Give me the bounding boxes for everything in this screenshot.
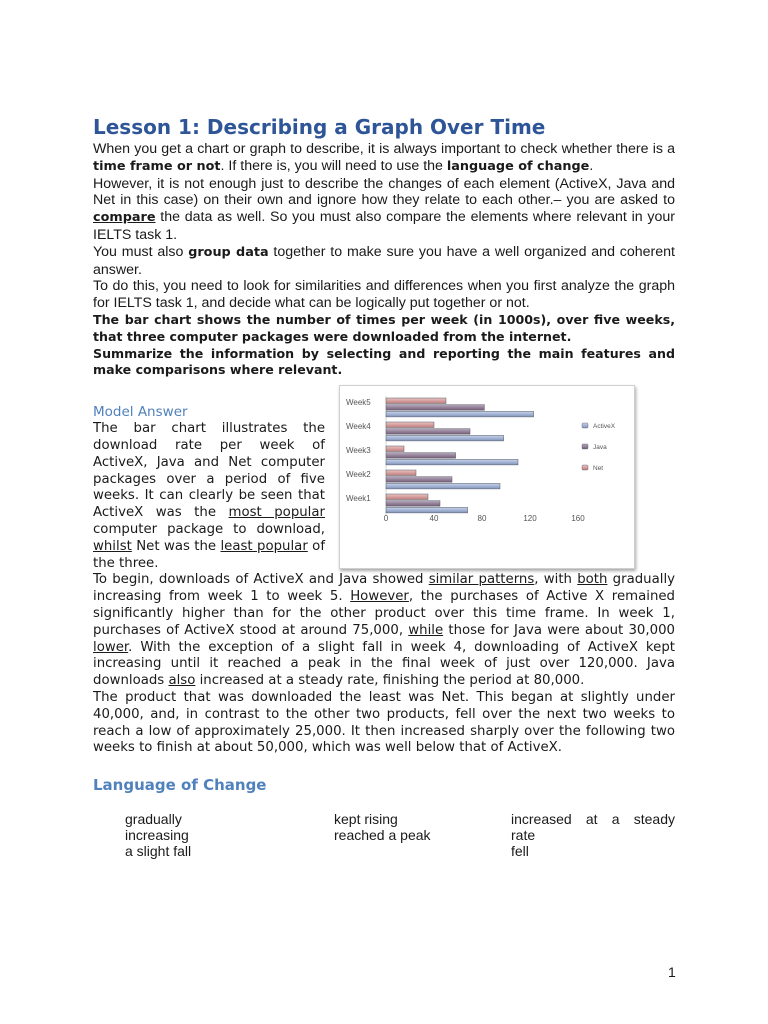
intro-paragraph-1: When you get a chart or graph to describe, it is always important to check whether there is a time frame or not. If there is, you will need to use the language of change. xyxy=(93,141,675,174)
x-tick-label: 80 xyxy=(477,514,487,524)
bar-java-week2 xyxy=(386,477,452,483)
bar-net-week2 xyxy=(386,470,416,476)
term-item: kept rising xyxy=(334,811,398,828)
term-item: a slight fall xyxy=(125,843,192,860)
bar-java-week4 xyxy=(386,429,470,435)
terms-column-2 xyxy=(334,811,494,843)
legend-label-activex: ActiveX xyxy=(593,423,616,431)
model-answer-paragraph-1: The bar chart illustrates the download rate per week of ActiveX, Java and Net computer packages over a period of five weeks. It can clearly be seen that ActiveX was the most popular computer package to download, whilst Net was the least popular of the three. xyxy=(93,421,325,571)
bar-java-week3 xyxy=(386,453,456,459)
legend-swatch-net xyxy=(582,465,588,470)
bar-net-week3 xyxy=(386,446,404,452)
x-tick-label: 0 xyxy=(383,514,389,524)
bar-net-week5 xyxy=(386,398,446,404)
model-answer-intro-column xyxy=(93,403,325,572)
term-item: increased at a steady xyxy=(511,811,675,828)
term-item: reached a peak xyxy=(334,827,431,844)
language-of-change-table xyxy=(125,811,675,861)
legend-swatch-java xyxy=(582,444,588,449)
bar-activex-week4 xyxy=(386,436,504,442)
terms-column-1 xyxy=(125,811,305,859)
model-answer-paragraph-3: The product that was downloaded the least was Net. This began at slightly under 40,000, and, in contrast to the other two products, fell over the next two weeks to reach a low of approximately 25,000. It then increased sharply over the following two weeks to finish at about 50,000, which was well below that of ActiveX. xyxy=(93,689,675,756)
x-tick-label: 160 xyxy=(571,514,585,524)
model-answer-body xyxy=(93,572,675,757)
model-answer-section xyxy=(93,398,676,757)
intro-section xyxy=(93,141,675,379)
bar-activex-week3 xyxy=(386,460,518,466)
terms-column-3 xyxy=(511,811,675,859)
language-of-change-heading: Language of Change xyxy=(93,776,267,795)
bar-net-week1 xyxy=(386,494,428,500)
intro-paragraph-2: However, it is not enough just to describe the changes of each element (ActiveX, Java and Net in this case) on their own and ignore how they relate to each other.– you are asked to compare the data as well. So you must also compare the elements where relevant in your IELTS task 1. xyxy=(93,175,675,243)
bar-net-week4 xyxy=(386,422,434,428)
emphasis-compare: compare xyxy=(93,210,156,226)
category-label: Week4 xyxy=(346,422,371,432)
legend-swatch-activex xyxy=(582,423,588,428)
legend-label-net: Net xyxy=(593,465,604,473)
legend-label-java: Java xyxy=(593,444,607,452)
intro-paragraph-3: You must also group data together to make sure you have a well organized and coherent answer. xyxy=(93,243,675,278)
task-instruction: Summarize the information by selecting and reporting the main features and make comparisons where relevant. xyxy=(93,345,675,378)
x-tick-label: 120 xyxy=(523,514,537,524)
lesson-title: Lesson 1: Describing a Graph Over Time xyxy=(93,115,546,139)
emphasis-group-data: group data xyxy=(188,244,269,260)
category-label: Week5 xyxy=(346,398,371,408)
bar-activex-week5 xyxy=(386,412,534,418)
model-answer-paragraph-2: To begin, downloads of ActiveX and Java showed similar patterns, with both gradually increasing from week 1 to week 5. However, the purchases of Active X remained significantly higher than for the other product over this time frame. In week 1, purchases of ActiveX stood at around 75,000, while those for Java were about 30,000 lower. With the exception of a slight fall in week 4, downloading of ActiveX kept increasing until it reached a peak in the final week of just over 120,000. Java downloads also increased at a steady rate, finishing the period at 80,000. xyxy=(93,572,676,689)
intro-paragraph-4: To do this, you need to look for similarities and differences when you first analyze the graph for IELTS task 1, and decide what can be logically put together or not. xyxy=(93,278,675,312)
bar-java-week1 xyxy=(386,501,440,507)
term-item: rate xyxy=(511,827,536,844)
bar-chart xyxy=(340,386,634,568)
emphasis-language-of-change: language of change xyxy=(446,158,590,174)
model-answer-heading: Model Answer xyxy=(93,404,188,421)
term-item: fell xyxy=(511,843,529,860)
bar-java-week5 xyxy=(386,405,484,411)
term-item: gradually xyxy=(125,811,182,828)
emphasis-time-frame: time frame or not xyxy=(93,158,221,174)
page-number: 1 xyxy=(668,964,676,980)
task-statement: The bar chart shows the number of times per week (in 1000s), over five weeks, that three computer packages were downloaded from the internet. xyxy=(93,311,675,344)
document-page xyxy=(93,114,675,861)
bar-chart-frame xyxy=(339,385,635,569)
category-label: Week2 xyxy=(346,470,371,480)
term-item: increasing xyxy=(125,827,189,844)
category-label: Week1 xyxy=(346,494,371,504)
x-tick-label: 40 xyxy=(429,514,439,524)
category-label: Week3 xyxy=(346,446,371,456)
bar-activex-week2 xyxy=(386,484,500,490)
bar-activex-week1 xyxy=(386,508,468,514)
